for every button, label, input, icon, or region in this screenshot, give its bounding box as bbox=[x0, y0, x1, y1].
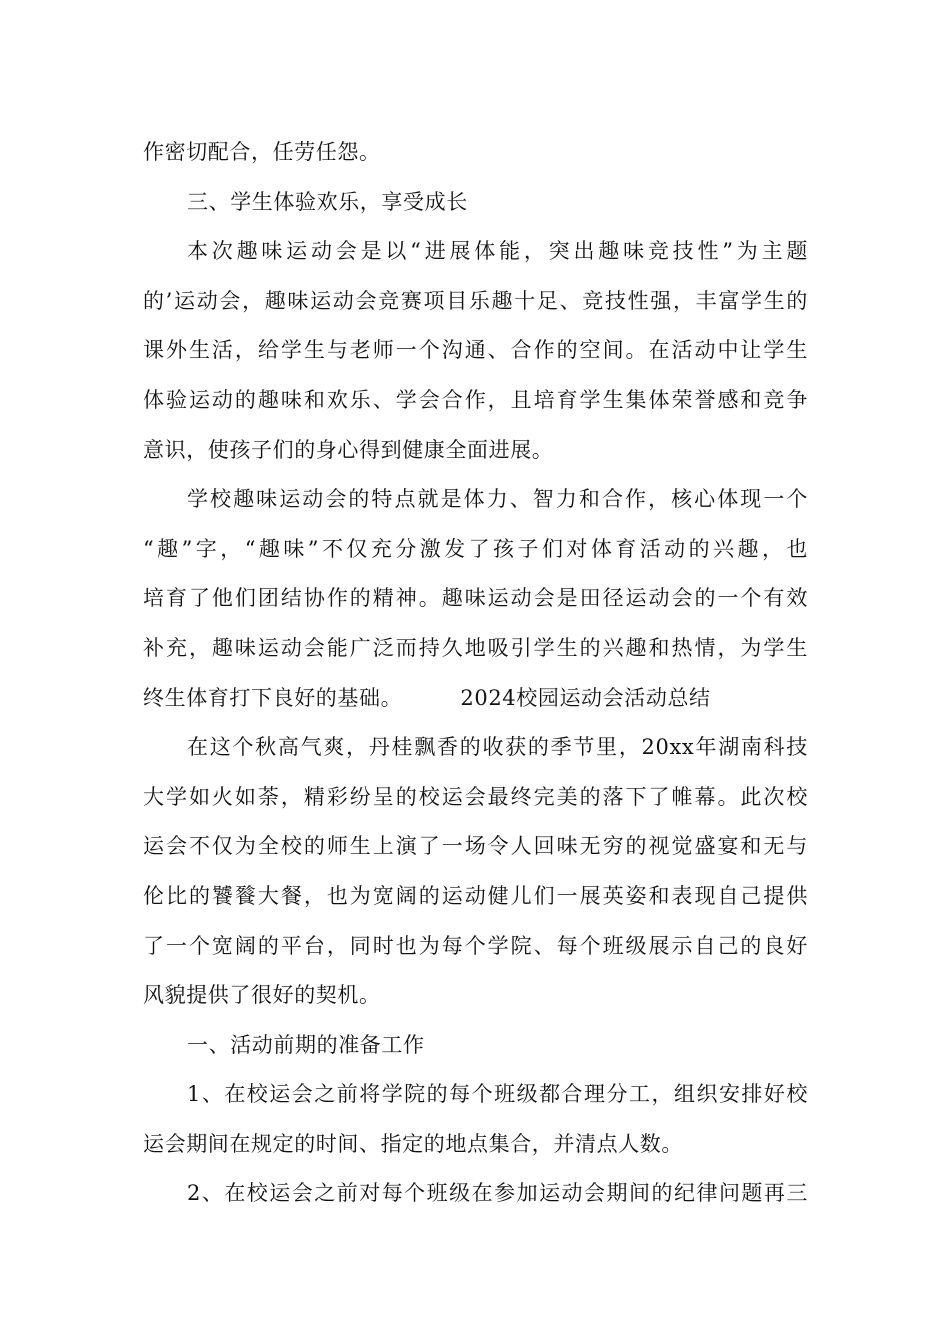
document-body bbox=[143, 128, 808, 1219]
text-line: 1、在校运会之前将学院的每个班级都合理分工，组织安排好校 bbox=[187, 1082, 808, 1107]
text-line: 补充，趣味运动会能广泛而持久地吸引学生的兴趣和热情，为学生 bbox=[143, 635, 808, 660]
text-line-with-title: 终生体育打下良好的基础。 2024校园运动会活动总结 bbox=[143, 685, 711, 710]
text-line: 的’运动会，趣味运动会竞赛项目乐趣十足、竞技性强，丰富学生的 bbox=[143, 288, 808, 313]
text-line: 风貌提供了很好的契机。 bbox=[143, 983, 381, 1008]
text-line: 大学如火如荼，精彩纷呈的校运会最终完美的落下了帷幕。此次校 bbox=[143, 784, 808, 809]
text-line: 了一个宽阔的平台，同时也为每个学院、每个班级展示自己的良好 bbox=[143, 933, 808, 958]
section-heading: 一、活动前期的准备工作 bbox=[187, 1032, 425, 1057]
text-line: 本次趣味运动会是以“进展体能，突出趣味竞技性”为主题 bbox=[187, 239, 808, 264]
text-line: 运会不仅为全校的师生上演了一场令人回味无穷的视觉盛宴和无与 bbox=[143, 834, 808, 859]
text-line: 作密切配合，任劳任怨。 bbox=[143, 140, 381, 164]
text-line: 在这个秋高气爽，丹桂飘香的收获的季节里，20xx年湖南科技 bbox=[187, 735, 808, 760]
text-line: “趣”字，“趣味”不仅充分激发了孩子们对体育活动的兴趣，也 bbox=[143, 536, 808, 561]
text-line: 意识，使孩子们的身心得到健康全面进展。 bbox=[143, 437, 554, 462]
text-line: 课外生活，给学生与老师一个沟通、合作的空间。在活动中让学生 bbox=[143, 338, 808, 363]
text-line: 伦比的饕餮大餐，也为宽阔的运动健儿们一展英姿和表现自己提供 bbox=[143, 883, 808, 908]
text-line: 培育了他们团结协作的精神。趣味运动会是田径运动会的一个有效 bbox=[143, 586, 808, 611]
text-line: 运会期间在规定的时间、指定的地点集合，并清点人数。 bbox=[143, 1131, 683, 1156]
section-heading: 三、学生体验欢乐，享受成长 bbox=[187, 189, 468, 214]
text-line: 学校趣味运动会的特点就是体力、智力和合作，核心体现一个 bbox=[187, 487, 808, 512]
text-line: 2、在校运会之前对每个班级在参加运动会期间的纪律问题再三 bbox=[187, 1181, 808, 1206]
text-line: 体验运动的趣味和欢乐、学会合作，且培育学生集体荣誉感和竞争 bbox=[143, 387, 808, 412]
